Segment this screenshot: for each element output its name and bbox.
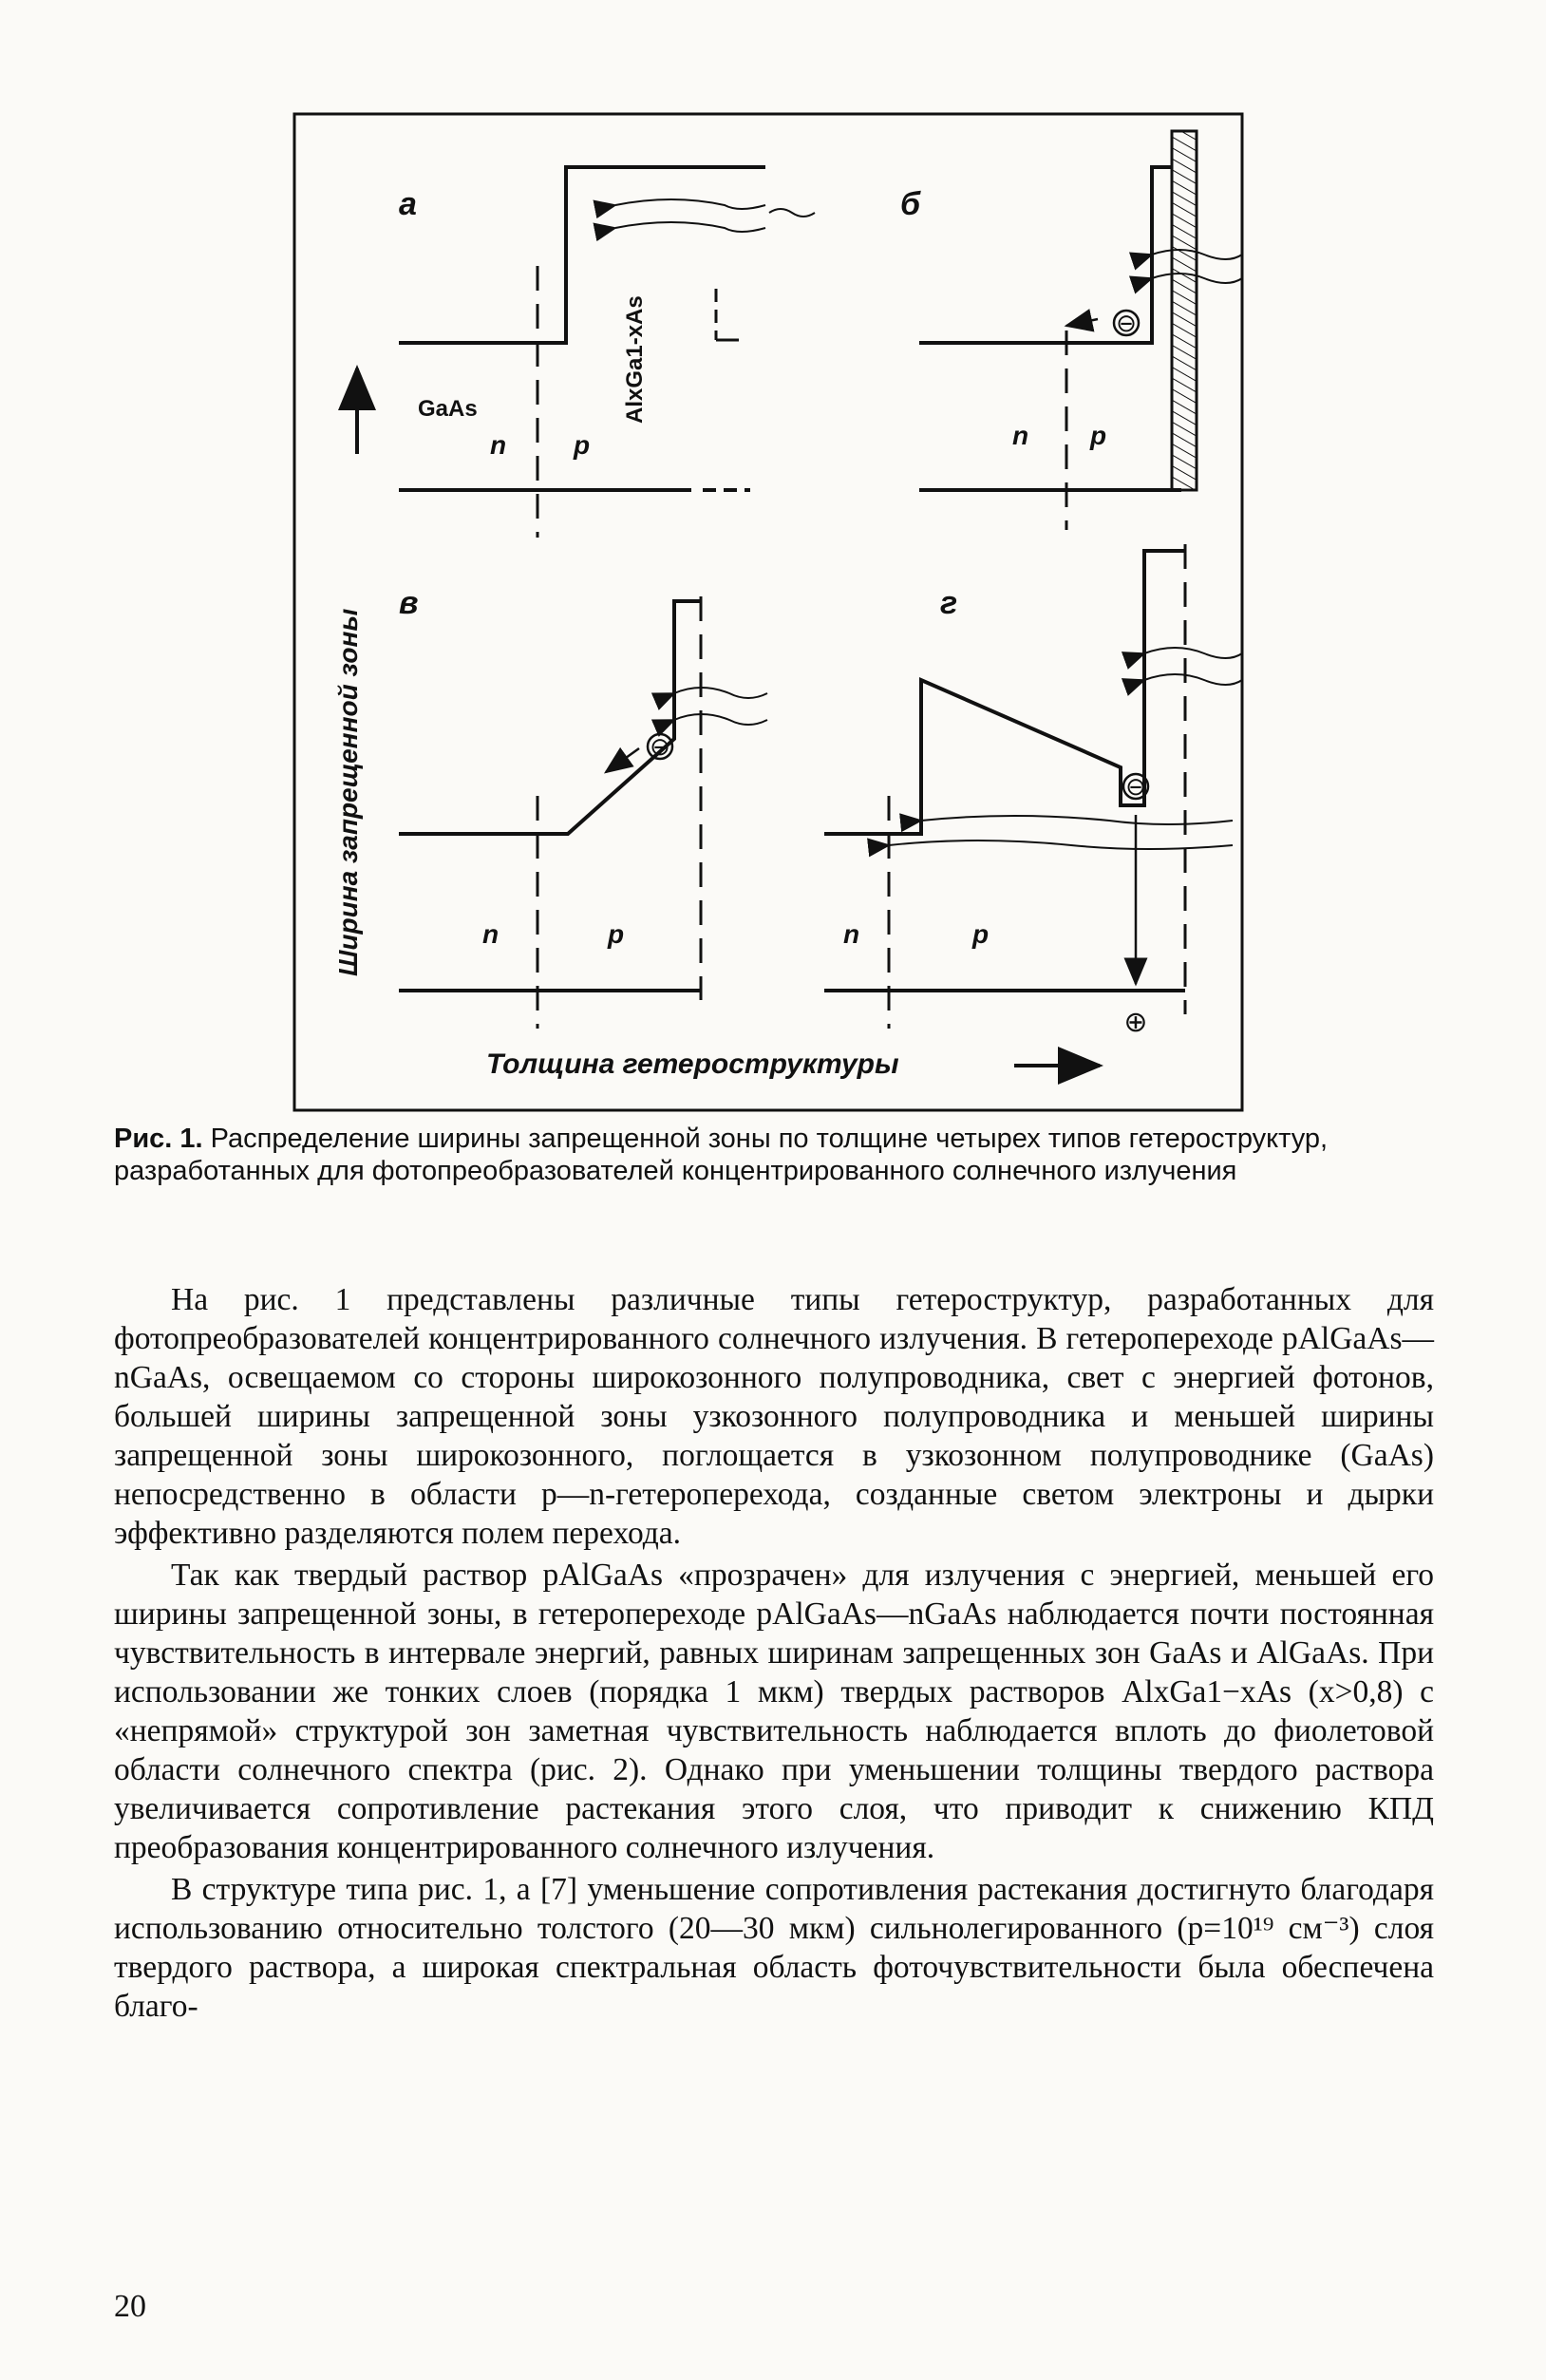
panel-g-n: n [843,919,860,949]
caption-label: Рис. 1. [114,1124,203,1154]
y-axis-label: Ширина запрещенной зоны [333,608,363,976]
panel-v-n: n [482,919,500,949]
panel-b-p: p [1090,421,1107,450]
caption-text: Распределение ширины запрещенной зоны по толщине четырех типов гетероструктур, разработанных для фотопреобразователей концентрированного солнечного излучения [114,1124,1329,1186]
panel-a-n: n [490,430,507,460]
material-algaas: AlxGa1-xAs [622,295,648,424]
paragraph: В структуре типа рис. 1, а [7] уменьшение сопротивления растекания достигнуто благодаря использованию относительно толстого (20—30 мкм) сильнолегированного (p=10¹⁹ см⁻³) слоя твердого раствора, а широкая спектральная область фоточувствительности была обеспечена благо- [114,1872,1434,2024]
panel-a-conduction-band [399,167,765,343]
figure-1 [292,112,1244,1112]
panel-a-p: p [574,430,591,460]
panel-label-g: г [940,585,958,621]
material-gaas: GaAs [418,396,478,422]
panel-v-conduction-band [399,601,701,834]
figure-frame [294,114,1242,1110]
panel-label-v: в [399,585,419,621]
body-text [114,1280,1434,2029]
x-axis-label: Толщина гетероструктуры [486,1048,899,1080]
panel-g-electron: ⊖ [1125,772,1146,801]
panel-b-electron: ⊖ [1116,309,1137,337]
figure-caption [114,1123,1434,1187]
panel-b-n: n [1012,421,1029,450]
band-diagram [292,112,1244,1112]
panel-a-light-ray [769,209,815,217]
panel-g-hole: ⊕ [1123,1007,1148,1038]
panel-v-p: p [608,919,625,949]
paragraph: На рис. 1 представлены различные типы гетероструктур, разработанных для фотопреобразователей концентрированного солнечного излучения. В гетеропереходе pAlGaAs—nGaAs, освещаемом со стороны широкозонного полупроводника, свет с энергией фотонов, большей ширины запрещенной зоны узкозонного полупроводника и меньшей ширины запрещенной зоны широкозонного, поглощается в узкозонном полупроводнике (GaAs) непосредственно в области p—n-гетероперехода, созданные светом электроны и дырки эффективно разделяются полем перехода. [114,1282,1434,1551]
panel-b-hatched-contact [1172,131,1197,490]
panel-g-p: p [972,919,990,949]
panel-label-b: б [900,186,921,222]
paragraph: Так как твердый раствор pAlGaAs «прозрачен» для излучения с энергией, меньшей его ширины запрещенной зоны, в гетеропереходе pAlGaAs—nGaAs наблюдается почти постоянная чувствительность в интервале энергий, равных ширинам запрещенных зон GaAs и AlGaAs. При использовании же тонких слоев (порядка 1 мкм) твердых растворов AlxGa1−xAs (x>0,8) с «непрямой» структурой зон заметная чувствительность наблюдается вплоть до фиолетовой области солнечного спектра (рис. 2). Однако при уменьшении толщины твердого раствора увеличивается сопротивление растекания этого слоя, что приводит к снижению КПД преобразования концентрированного солнечного излучения. [114,1558,1434,1865]
panel-label-a: а [399,186,417,222]
page-number: 20 [114,2289,146,2324]
panel-v-electron: ⊖ [650,732,670,761]
